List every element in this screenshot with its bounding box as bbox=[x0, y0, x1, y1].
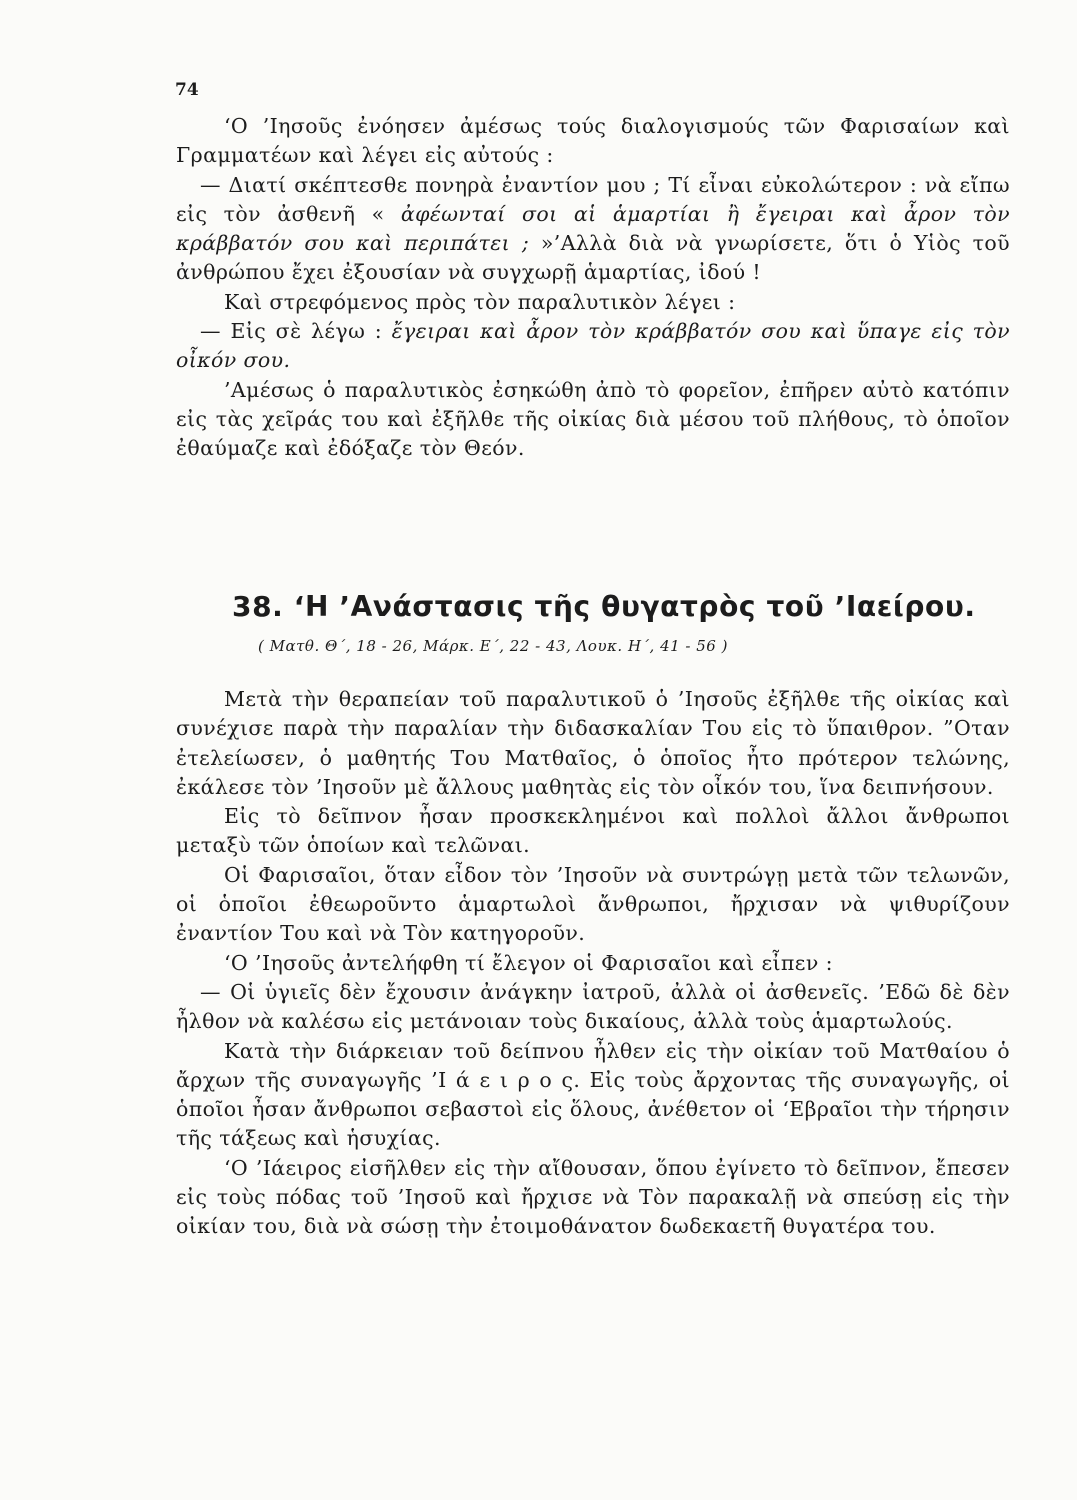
paragraph bbox=[176, 949, 1010, 978]
paragraph bbox=[176, 1037, 1010, 1154]
paragraph-text: Καὶ στρεφόμενος πρὸς τὸν παραλυτικὸν λέγει : bbox=[224, 289, 736, 314]
paragraph-text: ‘Ο ’Ιάειρος εἰσῆλθεν εἰς τὴν αἴθουσαν, ὅπου ἐγίνετο τὸ δεῖπνον, ἔπεσεν εἰς τοὺς πόδας τοῦ ’Ιησοῦ καὶ ἤρχισε νὰ Τὸν παρακαλῇ νὰ σπεύσῃ εἰς τὴν οἰκίαν του, διὰ νὰ σώσῃ τὴν ἐτοιμοθάνατον δωδεκαετῆ θυγατέρα του. bbox=[176, 1155, 1010, 1239]
paragraph bbox=[176, 112, 1010, 171]
paragraph-dialogue bbox=[176, 171, 1010, 288]
paragraph-text: — Εἰς σὲ λέγω : bbox=[200, 319, 392, 344]
bottom-text-block bbox=[176, 685, 1010, 1242]
paragraph-text: ‘Ο ’Ιησοῦς ἀντελήφθη τί ἔλεγον οἱ Φαρισαῖοι καὶ εἶπεν : bbox=[224, 950, 833, 975]
paragraph bbox=[176, 861, 1010, 949]
paragraph-text: Κατὰ τὴν διάρκειαν τοῦ δείπνου ἦλθεν εἰς τὴν οἰκίαν τοῦ Ματθαίου ὁ ἄρχων τῆς συναγωγῆς ’Ι ά ε ι ρ ο ς. Εἰς τοὺς ἄρχοντας τῆς συναγωγῆς, οἱ ὁποῖοι ἦσαν ἄνθρωποι σεβαστοὶ εἰς ὅλους, ἀνέθετον οἱ ‘Εβραῖοι τὴν τήρησιν τῆς τάξεως καὶ ἡσυχίας. bbox=[176, 1038, 1010, 1151]
paragraph-text: Οἱ Φαρισαῖοι, ὅταν εἶδον τὸν ’Ιησοῦν νὰ συντρώγῃ μετὰ τῶν τελωνῶν, οἱ ὁποῖοι ἐθεωροῦντο ἁμαρτωλοὶ ἄνθρωποι, ἤρχισαν νὰ ψιθυρίζουν ἐναντίον Του καὶ νὰ Τὸν κατηγοροῦν. bbox=[176, 862, 1010, 946]
section-reference: ( Ματθ. Θ΄, 18 - 26, Μάρκ. Ε΄, 22 - 43, Λουκ. Η΄, 41 - 56 ) bbox=[258, 637, 728, 655]
italic-quote: ἀφέωνταί σοι αἱ ἁμαρτίαι ἢ ἔγειραι καὶ ἆρον τὸν κράββατόν σου καὶ περιπάτει ; bbox=[176, 201, 1010, 256]
paragraph bbox=[176, 802, 1010, 861]
section-title: 38. ‘Η ’Ανάστασις τῆς θυγατρὸς τοῦ ’Ιαείρου. bbox=[232, 590, 976, 623]
paragraph-text: ’Αμέσως ὁ παραλυτικὸς ἐσηκώθη ἀπὸ τὸ φορεῖον, ἐπῆρεν αὐτὸ κατόπιν εἰς τὰς χεῖράς του καὶ ἐξῆλθε τῆς οἰκίας διὰ μέσου τοῦ πλήθους, τὸ ὁποῖον ἐθαύμαζε καὶ ἐδόξαζε τὸν Θεόν. bbox=[176, 377, 1010, 461]
paragraph-text: — Οἱ ὑγιεῖς δὲν ἔχουσιν ἀνάγκην ἰατροῦ, ἀλλὰ οἱ ἀσθενεῖς. ’Εδῶ δὲ δὲν ἦλθον νὰ καλέσω εἰς μετάνοιαν τοὺς δικαίους, ἀλλὰ τοὺς ἁμαρτωλούς. bbox=[176, 979, 1010, 1034]
paragraph-text: Εἰς τὸ δεῖπνον ἦσαν προσκεκλημένοι καὶ πολλοὶ ἄλλοι ἄνθρωποι μεταξὺ τῶν ὁποίων καὶ τελῶναι. bbox=[176, 804, 1010, 858]
top-text-block bbox=[176, 112, 1010, 464]
page-number: 74 bbox=[175, 80, 199, 100]
paragraph-dialogue bbox=[176, 978, 1010, 1037]
paragraph-dialogue bbox=[176, 317, 1010, 376]
paragraph bbox=[176, 376, 1010, 464]
paragraph-text: Μετὰ τὴν θεραπείαν τοῦ παραλυτικοῦ ὁ ’Ιησοῦς ἐξῆλθε τῆς οἰκίας καὶ συνέχισε παρὰ τὴν παραλίαν τὴν διδασκαλίαν Του εἰς τὸ ὕπαιθρον. ”Οταν ἐτελείωσεν, ὁ μαθητής Του Ματθαῖος, ὁ ὁποῖος ἦτο πρότερον τελώνης, ἐκάλεσε τὸν ’Ιησοῦν μὲ ἄλλους μαθητὰς εἰς τὸν οἶκόν του, ἵνα δειπνήσουν. bbox=[176, 687, 1010, 799]
paragraph bbox=[176, 1154, 1010, 1242]
italic-quote: ἔγειραι καὶ ἆρον τὸν κράββατόν σου καὶ ὕπαγε εἰς τὸν οἶκόν σου. bbox=[176, 319, 1010, 373]
paragraph-text: — Διατί σκέπτεσθε πονηρὰ ἐναντίον μου ; Τί εἶναι εὐκολώτερον : νὰ εἴπω εἰς τὸν ἀσθενῆ « bbox=[176, 172, 1010, 226]
paragraph-text: ‘Ο ’Ιησοῦς ἐνόησεν ἀμέσως τούς διαλογισμούς τῶν Φαρισαίων καὶ Γραμματέων καὶ λέγει εἰς αὐτούς : bbox=[176, 114, 1010, 168]
paragraph-text: »’Αλλὰ διὰ νὰ γνωρίσετε, ὅτι ὁ Υἱὸς τοῦ ἀνθρώπου ἔχει ἐξουσίαν νὰ συγχωρῇ ἁμαρτίας, ἰδού ! bbox=[176, 231, 1010, 285]
paragraph bbox=[176, 685, 1010, 802]
paragraph bbox=[176, 288, 1010, 317]
